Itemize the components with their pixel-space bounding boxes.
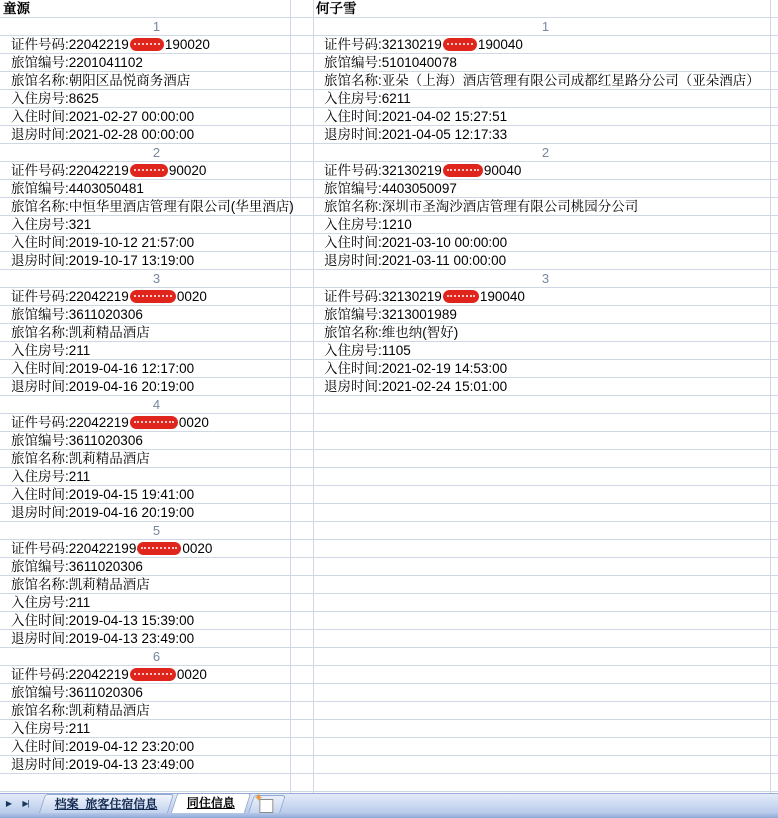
cell-field[interactable]: 退房时间:2021-02-28 00:00:00 — [11, 127, 195, 142]
cell-field[interactable]: 旅馆名称:凯莉精品酒店 — [11, 325, 150, 340]
sheet-tab-label: 同住信息 — [186, 796, 235, 810]
id-number-prefix: 证件号码:22042219 — [11, 289, 129, 304]
cell-field[interactable]: 入住房号:211 — [11, 595, 91, 610]
id-number-prefix: 证件号码:32130219 — [324, 163, 442, 178]
cell-field[interactable]: 旅馆名称:凯莉精品酒店 — [11, 451, 150, 466]
cell-field[interactable]: 旅馆编号:3611020306 — [11, 307, 143, 322]
cell-field[interactable]: 退房时间:2019-10-17 13:19:00 — [11, 253, 195, 268]
redaction-mark — [443, 164, 483, 177]
cell-field[interactable]: 退房时间:2021-02-24 15:01:00 — [324, 379, 508, 394]
cell-field[interactable]: 入住时间:2021-04-02 15:27:51 — [324, 109, 508, 124]
id-number-suffix: 0020 — [182, 541, 213, 556]
person-column-left — [0, 0, 313, 774]
record-index[interactable]: 2 — [152, 145, 161, 160]
cell-field[interactable]: 旅馆编号:3611020306 — [11, 685, 143, 700]
id-number-prefix: 证件号码:22042219 — [11, 163, 129, 178]
id-number-suffix: 190020 — [164, 37, 210, 52]
record-index[interactable]: 3 — [541, 271, 550, 286]
status-band — [0, 813, 778, 818]
id-number-suffix: 0020 — [176, 289, 207, 304]
redaction-mark — [443, 38, 477, 51]
tab-scroll-right-icon[interactable]: ▶ — [5, 799, 12, 808]
cell-field[interactable]: 旅馆名称:亚朵（上海）酒店管理有限公司成都红星路分公司（亚朵酒店） — [324, 73, 760, 88]
sheet-tab-archive-lodging-info[interactable] — [39, 794, 174, 813]
person-name-header[interactable]: 何子雪 — [316, 1, 357, 16]
id-number-suffix: 0020 — [178, 415, 209, 430]
cell-field[interactable]: 旅馆名称:凯莉精品酒店 — [11, 703, 150, 718]
record-index[interactable]: 1 — [541, 19, 550, 34]
redaction-mark — [137, 542, 181, 555]
id-number-suffix: 90040 — [483, 163, 522, 178]
redaction-mark — [130, 416, 178, 429]
cell-field[interactable]: 退房时间:2021-04-05 12:17:33 — [324, 127, 508, 142]
cell-field[interactable]: 入住时间:2021-02-27 00:00:00 — [11, 109, 195, 124]
record-index[interactable]: 2 — [541, 145, 550, 160]
sheet-tab-bar — [0, 793, 778, 813]
insert-worksheet-icon: ✦ — [259, 799, 273, 813]
id-number-prefix: 证件号码:220422199 — [11, 541, 137, 556]
id-number-prefix: 证件号码:32130219 — [324, 37, 442, 52]
id-number-suffix: 0020 — [176, 667, 207, 682]
sheet-tab-cohabit-info[interactable] — [170, 793, 251, 813]
cell-field[interactable]: 入住时间:2021-02-19 14:53:00 — [324, 361, 508, 376]
cell-field[interactable]: 旅馆编号:3213001989 — [324, 307, 457, 322]
id-number-prefix: 证件号码:32130219 — [324, 289, 442, 304]
record-index[interactable]: 6 — [152, 649, 161, 664]
cell-field[interactable]: 旅馆名称:深圳市圣淘沙酒店管理有限公司桃园分公司 — [324, 199, 639, 214]
cell-field[interactable]: 入住时间:2019-04-13 15:39:00 — [11, 613, 195, 628]
cell-field[interactable]: 入住房号:211 — [11, 343, 91, 358]
cell-field[interactable]: 旅馆名称:中恒华里酒店管理有限公司(华里酒店) — [11, 199, 294, 214]
person-column-right — [313, 0, 778, 396]
sheet-tabs — [42, 794, 286, 813]
cell-id-number[interactable] — [0, 162, 313, 180]
id-number-prefix: 证件号码:22042219 — [11, 415, 129, 430]
cell-field[interactable]: 入住时间:2019-04-15 19:41:00 — [11, 487, 195, 502]
sheet-tab-label: 档案_旅客住宿信息 — [54, 797, 158, 811]
redaction-mark — [130, 290, 176, 303]
cell-id-number[interactable] — [313, 162, 778, 180]
cell-field[interactable]: 入住时间:2021-03-10 00:00:00 — [324, 235, 508, 250]
cell-field[interactable]: 旅馆编号:5101040078 — [324, 55, 457, 70]
cell-field[interactable]: 入住房号:1210 — [324, 217, 412, 232]
cell-field[interactable]: 旅馆名称:维也纳(智好) — [324, 325, 459, 340]
cell-field[interactable]: 退房时间:2019-04-16 20:19:00 — [11, 379, 195, 394]
record-index[interactable]: 5 — [152, 523, 161, 538]
insert-worksheet-button[interactable] — [248, 795, 286, 813]
cell-field[interactable]: 退房时间:2019-04-13 23:49:00 — [11, 631, 195, 646]
id-number-suffix: 190040 — [477, 37, 523, 52]
redaction-mark — [130, 164, 168, 177]
record-index[interactable]: 4 — [152, 397, 161, 412]
redaction-mark — [130, 668, 176, 681]
cell-field[interactable]: 退房时间:2019-04-16 20:19:00 — [11, 505, 195, 520]
cell-field[interactable]: 退房时间:2021-03-11 00:00:00 — [324, 253, 507, 268]
cell-field[interactable]: 旅馆编号:4403050097 — [324, 181, 457, 196]
cell-id-number[interactable] — [0, 288, 313, 306]
tab-scroll-last-icon[interactable]: ▶| — [22, 799, 29, 808]
person-name-header[interactable]: 童源 — [3, 1, 30, 16]
cell-field[interactable]: 入住房号:321 — [11, 217, 92, 232]
cell-field[interactable]: 旅馆名称:朝阳区品悦商务酒店 — [11, 73, 191, 88]
cell-field[interactable]: 入住房号:8625 — [11, 91, 99, 106]
record-index[interactable]: 3 — [152, 271, 161, 286]
cell-id-number[interactable] — [0, 540, 313, 558]
cell-field[interactable]: 入住房号:211 — [11, 469, 91, 484]
cell-field[interactable]: 入住时间:2019-04-12 23:20:00 — [11, 739, 195, 754]
id-number-suffix: 90020 — [168, 163, 207, 178]
cell-id-number[interactable] — [0, 666, 313, 684]
cell-field[interactable]: 旅馆编号:3611020306 — [11, 559, 143, 574]
redaction-mark — [130, 38, 164, 51]
record-index[interactable]: 1 — [152, 19, 161, 34]
id-number-prefix: 证件号码:22042219 — [11, 667, 129, 682]
cell-field[interactable]: 入住房号:1105 — [324, 343, 411, 358]
cell-id-number[interactable] — [0, 414, 313, 432]
cell-field[interactable]: 入住时间:2019-10-12 21:57:00 — [11, 235, 195, 250]
cell-field[interactable]: 退房时间:2019-04-13 23:49:00 — [11, 757, 195, 772]
id-number-suffix: 190040 — [479, 289, 525, 304]
cell-field[interactable]: 入住时间:2019-04-16 12:17:00 — [11, 361, 195, 376]
cell-field[interactable]: 旅馆编号:3611020306 — [11, 433, 143, 448]
cell-field[interactable]: 旅馆名称:凯莉精品酒店 — [11, 577, 150, 592]
cell-id-number[interactable] — [313, 36, 778, 54]
cell-field[interactable]: 入住房号:6211 — [324, 91, 411, 106]
cell-field[interactable]: 旅馆编号:4403050481 — [11, 181, 144, 196]
cell-id-number[interactable] — [313, 288, 778, 306]
cell-id-number[interactable] — [0, 36, 313, 54]
cell-field[interactable]: 旅馆编号:2201041102 — [11, 55, 143, 70]
cell-field[interactable]: 入住房号:211 — [11, 721, 91, 736]
id-number-prefix: 证件号码:22042219 — [11, 37, 129, 52]
redaction-mark — [443, 290, 479, 303]
